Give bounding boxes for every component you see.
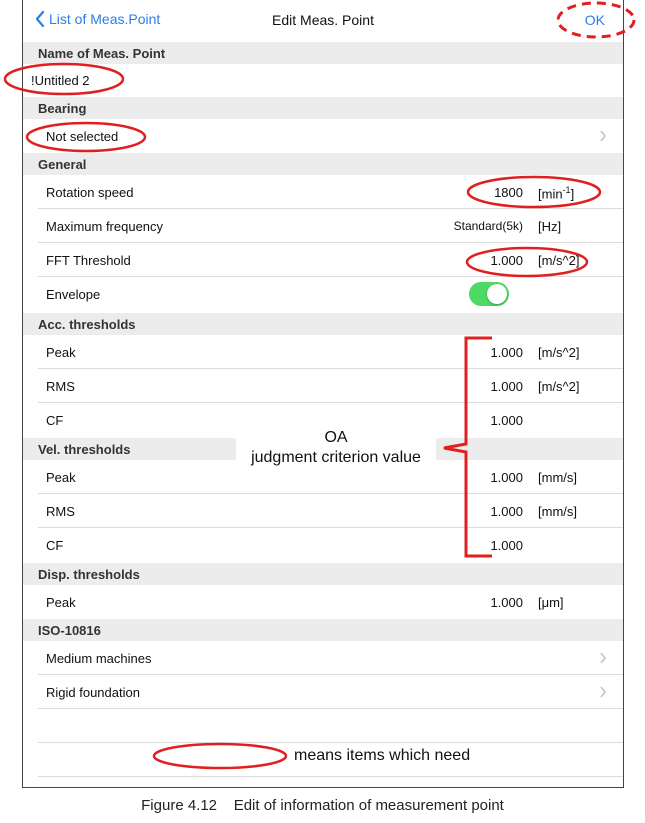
figure-caption: [0, 797, 645, 814]
rotation-ellipse: [468, 177, 600, 207]
section-header-vel-label: Vel. thresholds: [38, 442, 131, 457]
fft-threshold-value[interactable]: 1.000: [490, 253, 523, 268]
acc-cf-value[interactable]: 1.000: [490, 413, 523, 428]
acc-rms-value[interactable]: 1.000: [490, 379, 523, 394]
caption-gap: [217, 797, 234, 814]
legend-ellipse: [154, 744, 286, 768]
legend-annotation: means items which need: [294, 747, 471, 764]
section-header-name-label: Name of Meas. Point: [38, 46, 166, 61]
section-header-bearing-label: Bearing: [38, 101, 87, 116]
vel-cf-label: CF: [46, 538, 64, 553]
iso-rigid-foundation-label: Rigid foundation: [46, 685, 140, 700]
envelope-label: Envelope: [46, 287, 101, 302]
max-frequency-label: Maximum frequency: [46, 219, 164, 234]
ok-button[interactable]: OK: [584, 12, 605, 28]
oa-annotation-line2: judgment criterion value: [251, 449, 421, 466]
figure-caption-text: Edit of information of measurement point: [233, 797, 504, 814]
rotation-speed-unit-sup: -1: [562, 185, 571, 195]
max-frequency-value[interactable]: Standard(5k): [453, 219, 523, 233]
section-header-iso-label: ISO-10816: [38, 623, 101, 638]
fft-threshold-unit: [m/s^2]: [538, 253, 580, 268]
oa-annotation: [236, 428, 436, 468]
section-header-general-label: General: [38, 157, 87, 172]
back-button-label: List of Meas.Point: [49, 11, 161, 27]
section-header-disp-label: Disp. thresholds: [38, 567, 140, 582]
fft-threshold-label: FFT Threshold: [46, 253, 131, 268]
page-title: Edit Meas. Point: [272, 12, 374, 28]
bearing-ellipse: [27, 123, 145, 151]
vel-peak-label: Peak: [46, 470, 76, 485]
disp-peak-value[interactable]: 1.000: [490, 595, 523, 610]
rotation-speed-unit-close: ]: [570, 186, 575, 202]
name-input[interactable]: !Untitled 2: [31, 73, 90, 88]
vel-peak-value[interactable]: 1.000: [490, 470, 523, 485]
iso-medium-machines-label: Medium machines: [46, 651, 152, 666]
vel-cf-value[interactable]: 1.000: [490, 538, 523, 553]
acc-peak-value[interactable]: 1.000: [490, 345, 523, 360]
name-ellipse: [5, 64, 123, 94]
disp-peak-unit: [μm]: [538, 595, 564, 610]
vel-rms-label: RMS: [46, 504, 75, 519]
vel-rms-unit: [mm/s]: [538, 504, 577, 519]
figure-number: Figure 4.12: [141, 797, 218, 814]
ok-dashed-ellipse: [558, 3, 634, 37]
acc-rms-label: RMS: [46, 379, 75, 394]
acc-peak-unit: [m/s^2]: [538, 345, 580, 360]
acc-peak-label: Peak: [46, 345, 76, 360]
rotation-speed-value[interactable]: 1800: [494, 185, 523, 200]
max-frequency-unit: [Hz]: [538, 219, 562, 234]
disp-peak-label: Peak: [46, 595, 76, 610]
fft-ellipse: [467, 248, 587, 276]
rotation-speed-unit-base: [min: [538, 186, 563, 202]
bearing-value: Not selected: [46, 129, 119, 144]
vel-peak-unit: [mm/s]: [538, 470, 577, 485]
acc-cf-label: CF: [46, 413, 64, 428]
acc-rms-unit: [m/s^2]: [538, 379, 580, 394]
vel-rms-value[interactable]: 1.000: [490, 504, 523, 519]
oa-brace: [444, 338, 492, 556]
oa-annotation-line1: OA: [324, 429, 348, 446]
rotation-speed-label: Rotation speed: [46, 185, 134, 200]
section-header-acc-label: Acc. thresholds: [38, 317, 136, 332]
